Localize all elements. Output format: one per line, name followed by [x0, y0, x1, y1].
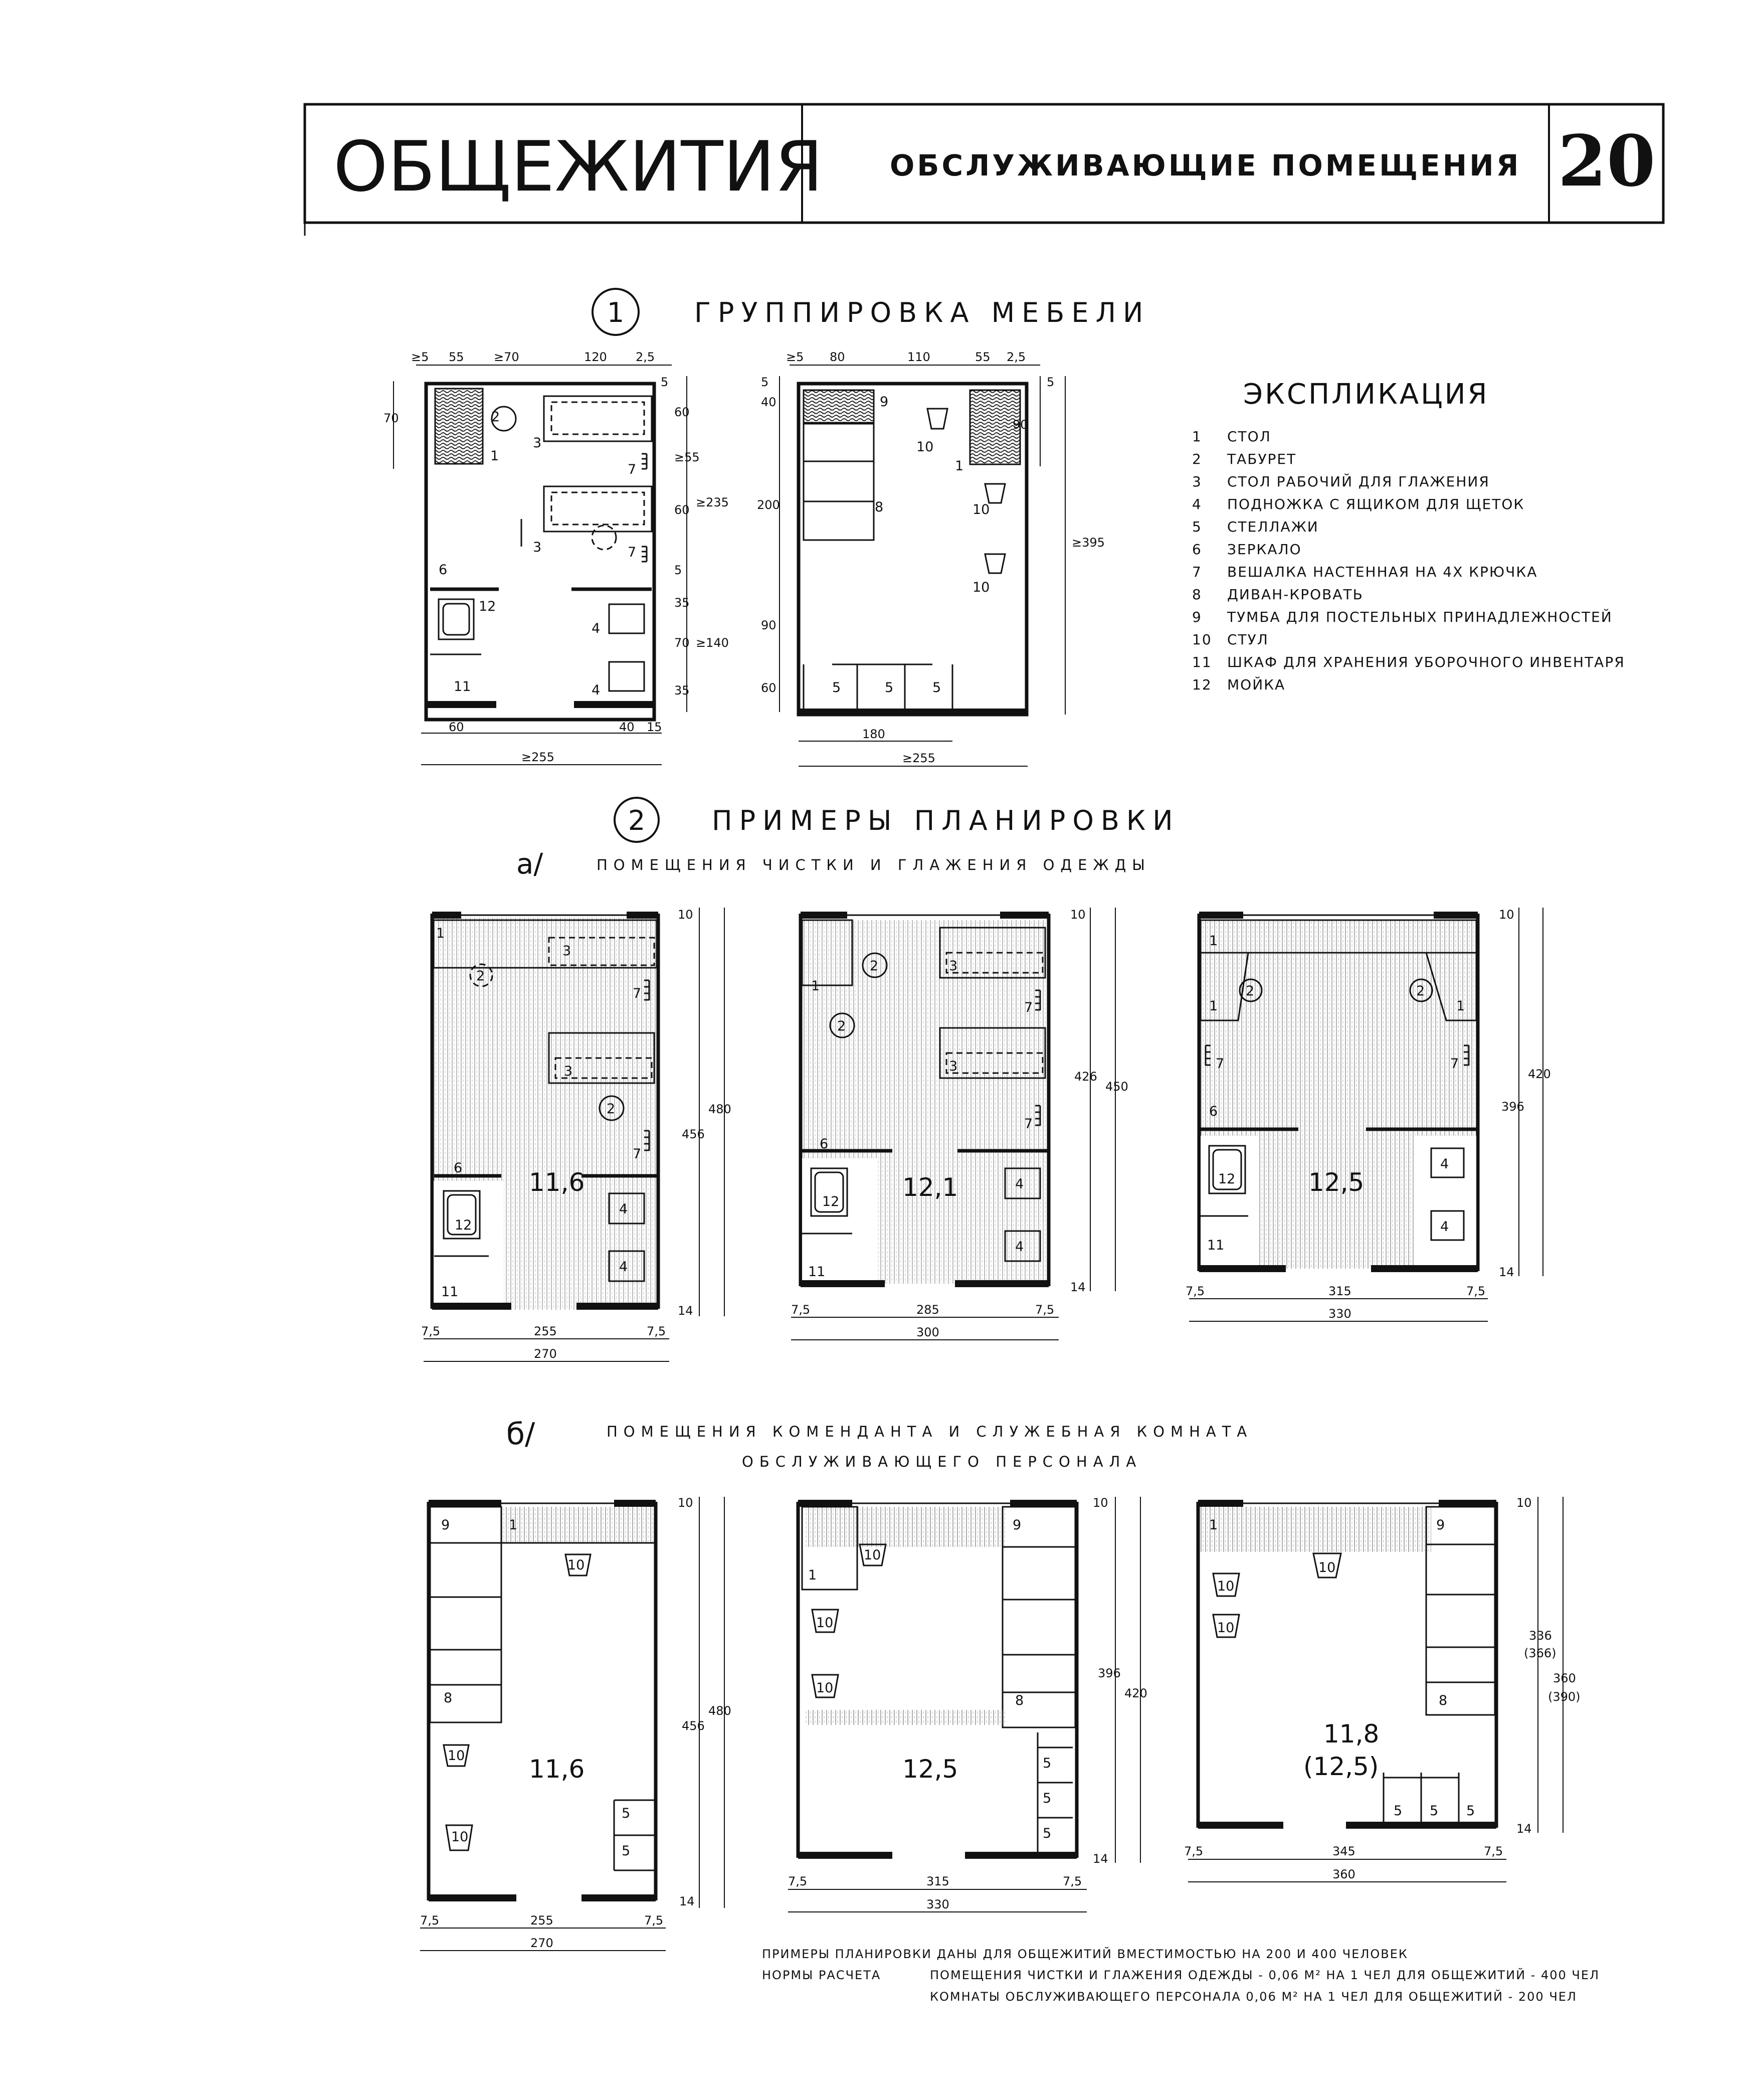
svg-text:5: 5 [622, 1806, 631, 1821]
svg-text:480: 480 [708, 1704, 731, 1718]
svg-text:300: 300 [916, 1325, 939, 1339]
svg-text:456: 456 [682, 1127, 705, 1141]
legend-item-text: ШКАФ ДЛЯ ХРАНЕНИЯ УБОРОЧНОГО ИНВЕНТАРЯ [1227, 654, 1625, 670]
svg-text:7,5: 7,5 [644, 1913, 664, 1928]
svg-text:7,5: 7,5 [421, 1324, 441, 1338]
svg-text:4: 4 [619, 1259, 628, 1275]
svg-text:420: 420 [1124, 1686, 1147, 1700]
svg-text:14: 14 [679, 1894, 695, 1908]
svg-text:15: 15 [647, 720, 662, 734]
svg-text:60: 60 [449, 720, 464, 734]
legend-item-number: 9 [1192, 609, 1202, 625]
svg-text:7,5: 7,5 [1186, 1284, 1205, 1298]
svg-text:10: 10 [1499, 908, 1514, 922]
svg-text:10: 10 [816, 1680, 834, 1696]
svg-text:285: 285 [916, 1303, 939, 1317]
svg-text:345: 345 [1332, 1844, 1355, 1858]
a1-area: 11,6 [529, 1168, 585, 1197]
svg-text:35: 35 [674, 683, 690, 697]
svg-text:5: 5 [1394, 1803, 1403, 1819]
svg-text:315: 315 [1328, 1284, 1351, 1298]
legend-item-number: 1 [1192, 428, 1202, 445]
svg-text:1: 1 [811, 978, 820, 994]
svg-text:10: 10 [1093, 1496, 1108, 1510]
plan-b3 [1184, 1496, 1581, 1882]
svg-text:≥140: ≥140 [696, 636, 729, 650]
svg-text:4: 4 [1015, 1239, 1024, 1255]
legend-item-number: 3 [1192, 473, 1202, 490]
section1-number: 1 [607, 297, 625, 328]
svg-text:14: 14 [1093, 1852, 1108, 1866]
svg-text:360: 360 [1553, 1671, 1576, 1685]
a2-area: 12,1 [902, 1173, 958, 1202]
svg-text:110: 110 [907, 350, 930, 364]
svg-text:60: 60 [674, 405, 690, 419]
svg-text:10: 10 [448, 1748, 465, 1764]
svg-text:≥70: ≥70 [494, 350, 519, 364]
svg-text:10: 10 [973, 502, 990, 517]
svg-text:336: 336 [1529, 1629, 1552, 1643]
svg-text:5: 5 [1430, 1803, 1439, 1819]
plan-a3 [1186, 908, 1551, 1321]
svg-text:7: 7 [1024, 1000, 1033, 1015]
svg-text:2: 2 [870, 958, 879, 974]
svg-text:10: 10 [567, 1557, 585, 1573]
svg-text:7: 7 [628, 462, 637, 477]
svg-text:14: 14 [1499, 1265, 1514, 1279]
legend-item-text: МОЙКА [1227, 676, 1286, 693]
svg-text:80: 80 [830, 350, 845, 364]
svg-text:2,5: 2,5 [636, 350, 655, 364]
svg-text:8: 8 [444, 1690, 453, 1706]
svg-text:1: 1 [1209, 998, 1218, 1014]
svg-text:10: 10 [1070, 908, 1086, 922]
a3-area: 12,5 [1308, 1168, 1365, 1197]
svg-text:5: 5 [1047, 375, 1055, 389]
svg-text:7,5: 7,5 [1484, 1844, 1503, 1858]
svg-text:11: 11 [454, 679, 471, 694]
page-number: 20 [1558, 120, 1656, 203]
subsection-b-title-line2: ОБСЛУЖИВАЮЩЕГО ПЕРСОНАЛА [742, 1453, 1142, 1470]
svg-text:255: 255 [530, 1913, 553, 1928]
legend-items [1192, 428, 1625, 693]
legend-item-text: ТУМБА ДЛЯ ПОСТЕЛЬНЫХ ПРИНАДЛЕЖНОСТЕЙ [1227, 609, 1613, 625]
svg-text:70: 70 [383, 411, 399, 425]
subsection-b-heading [506, 1417, 1253, 1470]
plan-b2 [788, 1496, 1147, 1912]
footnote-line1: ПРИМЕРЫ ПЛАНИРОВКИ ДАНЫ ДЛЯ ОБЩЕЖИТИЙ ВМЕСТИМОСТЬЮ НА 200 И 400 ЧЕЛОВЕК [762, 1947, 1408, 1961]
svg-text:14: 14 [1516, 1822, 1532, 1836]
svg-text:11: 11 [808, 1264, 826, 1280]
svg-text:4: 4 [1015, 1176, 1024, 1192]
svg-text:3: 3 [564, 1064, 573, 1079]
svg-text:7,5: 7,5 [788, 1874, 808, 1888]
svg-text:10: 10 [678, 1496, 693, 1510]
svg-text:315: 315 [926, 1874, 949, 1888]
svg-text:5: 5 [661, 375, 669, 389]
legend-item-text: СТЕЛЛАЖИ [1227, 518, 1319, 535]
legend-item-number: 2 [1192, 451, 1202, 467]
svg-text:7: 7 [628, 545, 637, 560]
legend-item-number: 8 [1192, 586, 1202, 603]
svg-text:2: 2 [1416, 983, 1425, 999]
svg-text:55: 55 [975, 350, 991, 364]
svg-text:456: 456 [682, 1719, 705, 1733]
svg-text:10: 10 [1217, 1579, 1235, 1594]
svg-text:3: 3 [533, 540, 542, 555]
svg-text:12: 12 [455, 1217, 472, 1233]
svg-text:120: 120 [584, 350, 607, 364]
svg-text:40: 40 [619, 720, 635, 734]
svg-text:1: 1 [808, 1567, 817, 1583]
legend-item-text: ЗЕРКАЛО [1227, 541, 1302, 558]
section2-title: ПРИМЕРЫ ПЛАНИРОВКИ [712, 805, 1180, 836]
svg-text:2: 2 [1246, 983, 1255, 999]
svg-text:9: 9 [880, 394, 889, 410]
plan-b1 [420, 1496, 731, 1951]
svg-text:7: 7 [633, 1146, 642, 1162]
subsection-b-title-line1: ПОМЕЩЕНИЯ КОМЕНДАНТА И СЛУЖЕБНАЯ КОМНАТА [607, 1423, 1253, 1440]
svg-text:5: 5 [1043, 1791, 1052, 1806]
svg-text:10: 10 [678, 908, 693, 922]
svg-text:7: 7 [1450, 1056, 1459, 1072]
svg-text:5: 5 [1043, 1826, 1052, 1841]
svg-text:≥5: ≥5 [786, 350, 804, 364]
svg-text:12: 12 [1218, 1171, 1236, 1187]
svg-text:5: 5 [1466, 1803, 1475, 1819]
legend-item-number: 10 [1192, 631, 1212, 648]
svg-text:426: 426 [1074, 1070, 1097, 1084]
legend-item-text: ДИВАН-КРОВАТЬ [1227, 586, 1364, 603]
svg-text:450: 450 [1105, 1080, 1128, 1094]
svg-text:12: 12 [479, 599, 496, 614]
legend-item-text: ТАБУРЕТ [1227, 451, 1297, 467]
svg-text:≥235: ≥235 [696, 495, 729, 509]
svg-text:330: 330 [1328, 1307, 1351, 1321]
svg-text:9: 9 [1013, 1517, 1022, 1533]
svg-text:35: 35 [674, 596, 690, 610]
svg-text:420: 420 [1528, 1067, 1551, 1081]
svg-text:1: 1 [490, 448, 499, 464]
svg-text:7,5: 7,5 [647, 1324, 666, 1338]
header-subtitle: ОБСЛУЖИВАЮЩИЕ ПОМЕЩЕНИЯ [890, 148, 1521, 183]
section1-heading [593, 289, 1150, 335]
svg-text:(366): (366) [1524, 1646, 1557, 1660]
plan-a2 [791, 908, 1128, 1340]
svg-text:11: 11 [441, 1284, 459, 1300]
svg-text:3: 3 [533, 435, 542, 451]
svg-text:4: 4 [1440, 1156, 1449, 1172]
svg-text:1: 1 [1456, 998, 1465, 1014]
svg-text:6: 6 [1209, 1104, 1218, 1119]
svg-text:10: 10 [1217, 1620, 1235, 1636]
b3-area-alt: (12,5) [1303, 1752, 1379, 1781]
header-title: ОБЩЕЖИТИЯ [333, 126, 823, 207]
svg-text:480: 480 [708, 1102, 731, 1116]
svg-text:8: 8 [875, 499, 884, 515]
svg-text:≥55: ≥55 [674, 450, 700, 464]
svg-text:9: 9 [1436, 1517, 1445, 1533]
svg-text:7,5: 7,5 [420, 1913, 440, 1928]
svg-text:≥255: ≥255 [902, 751, 935, 765]
section1-title: ГРУППИРОВКА МЕБЕЛИ [694, 297, 1150, 328]
svg-text:10: 10 [864, 1547, 881, 1563]
svg-text:40: 40 [761, 395, 776, 409]
furniture-plan-b [757, 350, 1105, 766]
svg-text:6: 6 [439, 562, 448, 578]
footnote-line3: КОМНАТЫ ОБСЛУЖИВАЮЩЕГО ПЕРСОНАЛА 0,06 М² НА 1 ЧЕЛ ДЛЯ ОБЩЕЖИТИЙ - 200 ЧЕЛ [930, 1990, 1577, 2004]
svg-text:4: 4 [1440, 1219, 1449, 1235]
svg-text:5: 5 [885, 680, 894, 695]
svg-text:60: 60 [761, 681, 776, 695]
svg-text:2: 2 [476, 968, 485, 984]
legend-item-text: ВЕШАЛКА НАСТЕННАЯ НА 4Х КРЮЧКА [1227, 564, 1538, 580]
svg-text:9: 9 [441, 1517, 450, 1533]
svg-text:396: 396 [1098, 1666, 1121, 1680]
svg-text:5: 5 [674, 563, 682, 577]
svg-text:5: 5 [761, 375, 769, 389]
svg-text:2: 2 [491, 409, 500, 425]
svg-text:10: 10 [916, 439, 934, 455]
svg-text:10: 10 [816, 1615, 834, 1631]
svg-text:(390): (390) [1548, 1690, 1581, 1704]
legend-item-text: СТОЛ РАБОЧИЙ ДЛЯ ГЛАЖЕНИЯ [1227, 473, 1490, 490]
legend-item-number: 4 [1192, 496, 1202, 512]
b1-area: 11,6 [529, 1755, 585, 1784]
svg-text:≥255: ≥255 [521, 750, 554, 764]
subsection-a-mark: а/ [516, 848, 543, 881]
svg-text:3: 3 [949, 1059, 958, 1074]
title-block [305, 104, 1663, 236]
svg-text:1: 1 [1209, 1517, 1218, 1533]
legend-item-number: 11 [1192, 654, 1212, 670]
subsection-b-mark: б/ [506, 1417, 535, 1452]
svg-text:14: 14 [678, 1304, 693, 1318]
svg-text:10: 10 [1318, 1560, 1336, 1576]
svg-text:7,5: 7,5 [1063, 1874, 1082, 1888]
svg-text:360: 360 [1332, 1867, 1355, 1881]
b3-area: 11,8 [1323, 1719, 1380, 1748]
svg-text:90: 90 [761, 618, 776, 632]
svg-text:10: 10 [1516, 1496, 1532, 1510]
svg-text:2: 2 [607, 1101, 616, 1117]
svg-text:1: 1 [509, 1517, 518, 1533]
svg-text:7,5: 7,5 [1466, 1284, 1486, 1298]
svg-text:2: 2 [837, 1018, 846, 1034]
svg-text:255: 255 [534, 1324, 557, 1338]
svg-text:12: 12 [822, 1194, 840, 1209]
footnote-label: НОРМЫ РАСЧЕТА [762, 1968, 881, 1982]
svg-text:7,5: 7,5 [1184, 1844, 1204, 1858]
svg-text:6: 6 [820, 1136, 829, 1152]
svg-text:5: 5 [832, 680, 841, 695]
svg-text:≥5: ≥5 [411, 350, 429, 364]
b2-area: 12,5 [902, 1755, 958, 1784]
legend-item-text: СТУЛ [1227, 631, 1269, 648]
legend-item-number: 5 [1192, 518, 1202, 535]
svg-text:1: 1 [436, 926, 445, 941]
svg-text:5: 5 [932, 680, 941, 695]
svg-text:90: 90 [1013, 418, 1028, 432]
svg-text:7: 7 [1024, 1116, 1033, 1132]
svg-text:70: 70 [674, 636, 690, 650]
svg-text:7,5: 7,5 [1035, 1303, 1055, 1317]
svg-text:5: 5 [622, 1843, 631, 1859]
svg-text:396: 396 [1501, 1100, 1524, 1114]
svg-text:1: 1 [955, 458, 964, 474]
subsection-a-title: ПОМЕЩЕНИЯ ЧИСТКИ И ГЛАЖЕНИЯ ОДЕЖДЫ [597, 856, 1151, 873]
svg-text:60: 60 [674, 503, 690, 517]
svg-text:330: 330 [926, 1897, 949, 1911]
legend-title: ЭКСПЛИКАЦИЯ [1243, 378, 1489, 411]
svg-text:7: 7 [1216, 1056, 1225, 1072]
section2-number: 2 [628, 805, 646, 836]
svg-text:4: 4 [592, 682, 601, 698]
legend-item-text: ПОДНОЖКА С ЯЩИКОМ ДЛЯ ЩЕТОК [1227, 496, 1525, 512]
svg-text:3: 3 [562, 943, 571, 959]
svg-text:270: 270 [534, 1347, 557, 1361]
legend-item-number: 12 [1192, 676, 1212, 693]
svg-text:7: 7 [633, 986, 642, 1001]
svg-text:6: 6 [454, 1160, 463, 1176]
svg-text:3: 3 [949, 958, 958, 974]
footnote [762, 1947, 1600, 2004]
legend-item-number: 6 [1192, 541, 1202, 558]
svg-text:1: 1 [1209, 933, 1218, 949]
svg-text:2,5: 2,5 [1007, 350, 1026, 364]
svg-text:200: 200 [757, 498, 780, 512]
svg-text:180: 180 [862, 727, 885, 741]
section2-heading [516, 798, 1180, 881]
svg-text:10: 10 [973, 580, 990, 595]
svg-text:8: 8 [1439, 1693, 1448, 1708]
legend [1192, 378, 1625, 693]
svg-text:4: 4 [619, 1201, 628, 1217]
footnote-line2: ПОМЕЩЕНИЯ ЧИСТКИ И ГЛАЖЕНИЯ ОДЕЖДЫ - 0,06 М² НА 1 ЧЕЛ ДЛЯ ОБЩЕЖИТИЙ - 400 ЧЕЛ [930, 1968, 1600, 1982]
legend-item-text: СТОЛ [1227, 428, 1271, 445]
furniture-plan-a [383, 350, 729, 765]
svg-text:14: 14 [1070, 1280, 1086, 1294]
svg-text:10: 10 [451, 1829, 469, 1845]
svg-text:55: 55 [449, 350, 464, 364]
svg-text:7,5: 7,5 [791, 1303, 811, 1317]
svg-text:8: 8 [1015, 1693, 1024, 1708]
legend-item-number: 7 [1192, 564, 1202, 580]
svg-text:≥395: ≥395 [1072, 536, 1105, 550]
plan-a1 [421, 908, 731, 1361]
svg-text:270: 270 [530, 1936, 553, 1950]
svg-text:5: 5 [1043, 1756, 1052, 1771]
svg-text:11: 11 [1207, 1238, 1225, 1253]
svg-text:4: 4 [592, 621, 601, 636]
